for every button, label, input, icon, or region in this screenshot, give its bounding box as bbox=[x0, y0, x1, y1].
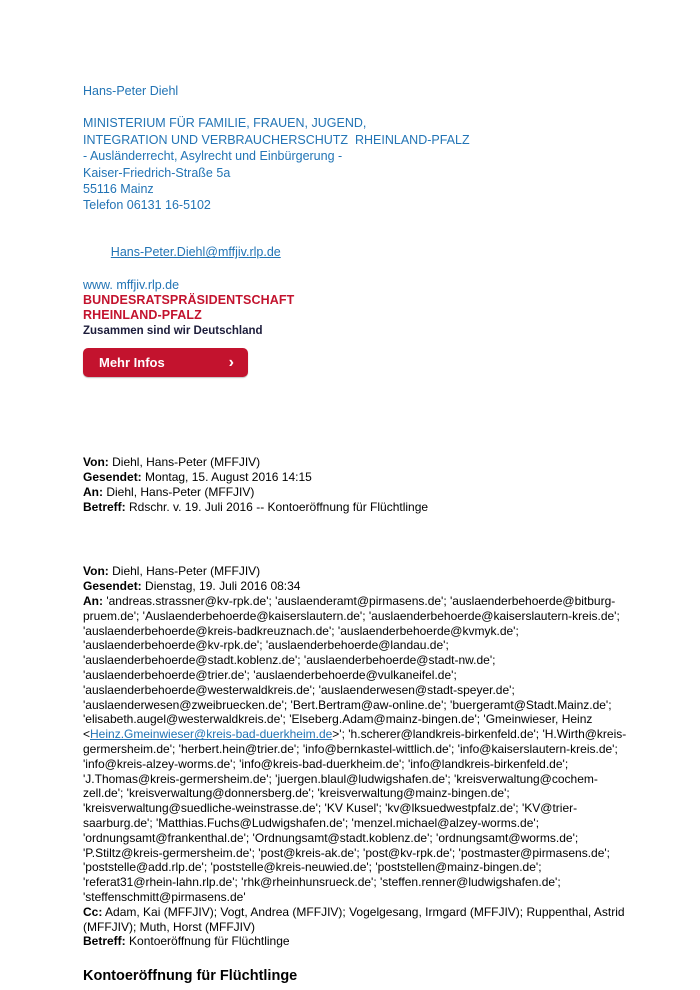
sent-value: Montag, 15. August 2016 14:15 bbox=[145, 470, 312, 485]
subject-value: Rdschr. v. 19. Juli 2016 -- Kontoeröffnung für Flüchtlinge bbox=[129, 500, 429, 515]
original-to-row bbox=[83, 594, 628, 905]
cc-label: Cc: bbox=[83, 904, 103, 919]
cc-value: Adam, Kai (MFFJIV); Vogt, Andrea (MFFJIV); Vogelgesang, Irmgard (MFFJIV); Ruppenthal, Astrid (MFFJIV); Muth, Horst (MFFJIV) bbox=[83, 904, 625, 934]
forwarded-sent-row bbox=[83, 470, 628, 485]
subject-label: Betreff: bbox=[83, 934, 126, 949]
recipient-email-link[interactable]: Heinz.Gmeinwieser@kreis-bad-duerkheim.de bbox=[90, 727, 333, 742]
original-from-row bbox=[83, 564, 628, 579]
message-body-heading: Kontoeröffnung für Flüchtlinge bbox=[83, 968, 298, 985]
signature-org-line: Telefon 06131 16-5102 bbox=[83, 198, 211, 213]
to-recipients-after-link: >'; 'h.scherer@landkreis-birkenfeld.de'; 'H.Wirth@kreis-germersheim.de'; 'herbert.hein@trier.de'; 'info@bernkastel-wittlich.de'; 'info@kaiserslautern-kreis.de'; 'info@kreis-alzey-worms.de'; 'info@kreis-bad-duerkheim.de'; 'info@landkreis-birkenfeld.de'; 'J.Thomas@kreis-germersheim.de'; 'juergen.blaul@ludwigshafen.de'; 'kreisverwaltung@cochem-zell.de'; 'kreisverwaltung@donnersberg.de'; 'kreisverwaltung@mainz-bingen.de'; 'kreisverwaltung@suedliche-weinstrasse.de'; 'KV Kusel'; 'kv@lksuedwestpfalz.de'; 'KV@trier-saarburg.de'; 'Matthias.Fuchs@Ludwigshafen.de'; 'menzel.michael@alzey-worms.de'; 'ordnungsamt@frankenthal.de'; 'Ordnungsamt@stadt.koblenz.de'; 'ordnungsamt@worms.de'; 'P.Stiltz@kreis-germersheim.de'; 'post@kreis-ak.de'; 'post@kv-rpk.de'; 'postmaster@pirmasens.de'; 'poststelle@add.rlp.de'; 'poststelle@kreis-neuwied.de'; 'poststellen@mainz-bingen.de'; 'referat31@rhein-lahn.rlp.de'; 'rhk@rheinhunsrueck.de'; 'steffen.renner@ludwigshafen.de'; 'steffenschmitt@pirmasens.de' bbox=[83, 727, 627, 904]
original-subject-row bbox=[83, 934, 628, 949]
campaign-banner-line2: RHEINLAND-PFALZ bbox=[83, 307, 202, 322]
signature-name: Hans-Peter Diehl bbox=[83, 84, 179, 98]
sent-value: Dienstag, 19. Juli 2016 08:34 bbox=[145, 579, 301, 594]
to-recipients-before-link: 'andreas.strassner@kv-rpk.de'; 'auslaenderamt@pirmasens.de'; 'auslaenderbehoerde@bitburg-pruem.de'; 'Auslaenderbehoerde@kaiserslautern.de'; 'auslaenderbehoerde@kaiserslautern-kreis.de'; 'auslaenderbehoerde@kreis-badkreuznach.de'; 'auslaenderbehoerde@kvmyk.de'; 'auslaenderbehoerde@kv-rpk.de'; 'auslaenderbehoerde@landau.de'; 'auslaenderbehoerde@stadt.koblenz.de'; 'auslaenderbehoerde@stadt-nw.de'; 'auslaenderbehoerde@trier.de'; 'auslaenderbehoerde@vulkaneifel.de'; 'auslaenderbehoerde@westerwaldkreis.de'; 'auslaenderwesen@stadt-speyer.de'; 'auslaenderwesen@zweibruecken.de'; 'Bert.Bertram@aw-online.de'; 'buergeramt@Stadt.Mainz.de'; 'elisabeth.augel@westerwaldkreis.de'; 'Elseberg.Adam@mainz-bingen.de'; 'Gmeinwieser, Heinz < bbox=[83, 594, 620, 742]
signature-email-link[interactable]: Hans-Peter.Diehl@mffjiv.rlp.de bbox=[110, 245, 281, 260]
to-label: An: bbox=[83, 485, 103, 500]
original-sent-row bbox=[83, 579, 628, 594]
forwarded-subject-row bbox=[83, 500, 628, 515]
original-mail-header bbox=[83, 564, 628, 949]
subject-label: Betreff: bbox=[83, 500, 126, 515]
mehr-infos-button-label: Mehr Infos bbox=[99, 355, 165, 371]
subject-value: Kontoeröffnung für Flüchtlinge bbox=[129, 934, 290, 949]
forwarded-from-row bbox=[83, 455, 628, 470]
signature-website[interactable]: www. mffjiv.rlp.de bbox=[83, 278, 180, 293]
signature-org-line: Kaiser-Friedrich-Straße 5a bbox=[83, 165, 231, 180]
mehr-infos-button[interactable] bbox=[83, 348, 248, 377]
from-label: Von: bbox=[83, 455, 109, 470]
sent-label: Gesendet: bbox=[83, 470, 142, 485]
signature-org-line: MINISTERIUM FÜR FAMILIE, FRAUEN, JUGEND, bbox=[83, 116, 367, 131]
from-value: Diehl, Hans-Peter (MFFJIV) bbox=[112, 455, 261, 470]
original-cc-row bbox=[83, 905, 628, 935]
forwarded-to-row bbox=[83, 485, 628, 500]
campaign-banner-line1: BUNDESRATSPRÄSIDENTSCHAFT bbox=[83, 293, 295, 308]
from-value: Diehl, Hans-Peter (MFFJIV) bbox=[112, 564, 261, 579]
forwarded-mail-header bbox=[83, 455, 628, 515]
from-label: Von: bbox=[83, 564, 109, 579]
sent-label: Gesendet: bbox=[83, 579, 142, 594]
sender-signature bbox=[83, 83, 628, 377]
campaign-slogan: Zusammen sind wir Deutschland bbox=[83, 325, 263, 338]
signature-org-line: INTEGRATION UND VERBRAUCHERSCHUTZ RHEINLAND-PFALZ bbox=[83, 132, 470, 147]
signature-org-line: 55116 Mainz bbox=[83, 182, 154, 197]
to-label: An: bbox=[83, 594, 103, 609]
signature-org-line: - Ausländerrecht, Asylrecht und Einbürgerung - bbox=[83, 149, 343, 164]
chevron-right-icon: › bbox=[228, 353, 234, 371]
to-value: Diehl, Hans-Peter (MFFJIV) bbox=[106, 485, 255, 500]
